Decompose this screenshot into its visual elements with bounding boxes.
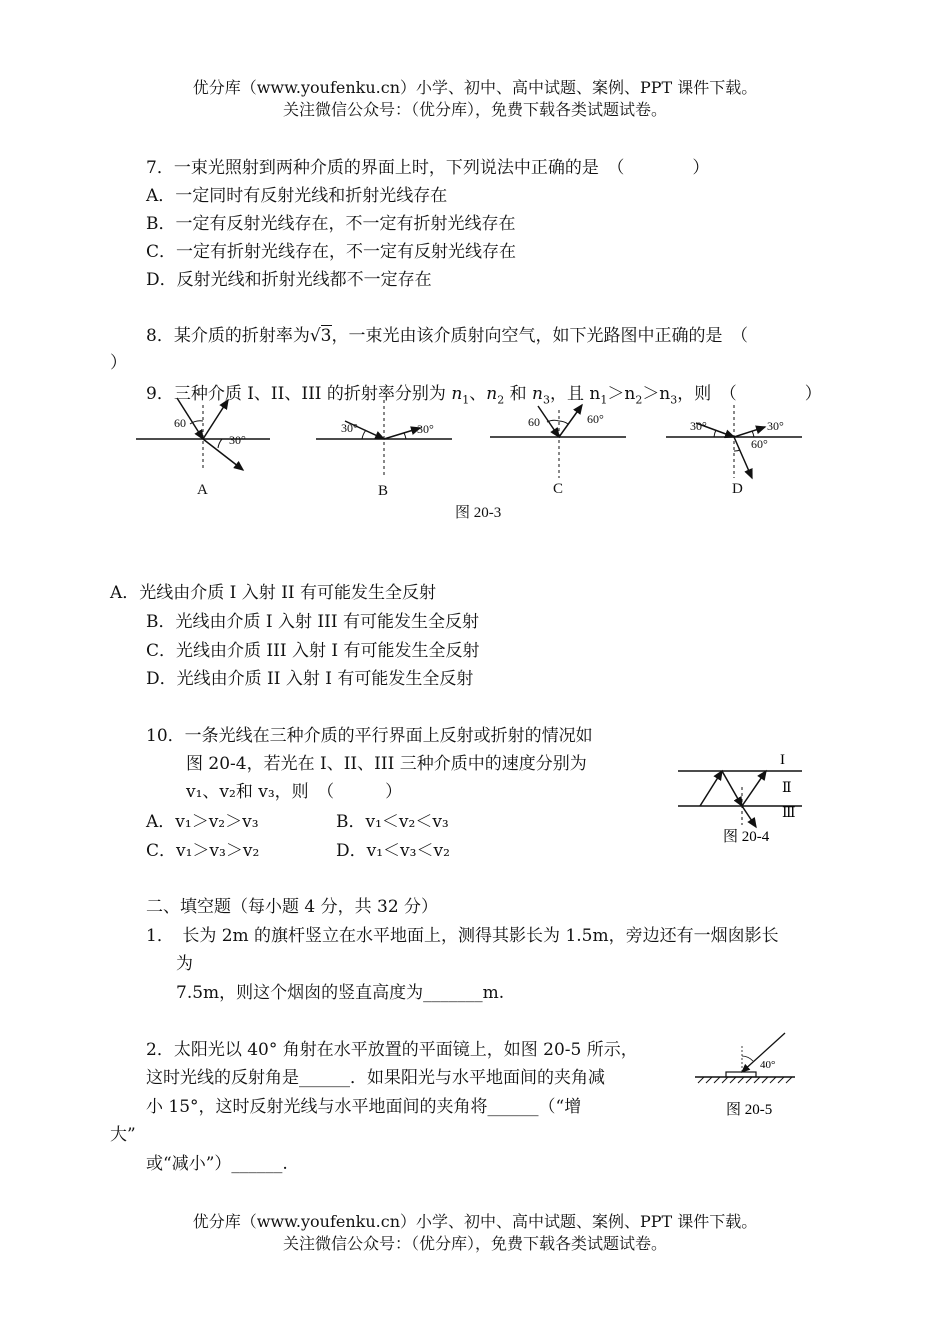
sqrt-sign: √ xyxy=(309,326,321,346)
c-label: C xyxy=(553,481,564,497)
f1-line-2: 为 xyxy=(176,954,193,974)
a-angle-1: 60 xyxy=(174,416,186,430)
n2: n xyxy=(486,384,498,404)
q8-stem-a: 8．某介质的折射率为 xyxy=(146,326,310,346)
q7-stem: 7．一束光照射到两种介质的界面上时，下列说法中正确的是 （ ） xyxy=(146,158,710,178)
f2-line-3: 小 15°，这时反射光线与水平地面间的夹角将______（“增 xyxy=(146,1097,582,1117)
figure-20-3-caption: 图 20-3 xyxy=(455,505,502,521)
q10-option-b: B．v₁＜v₂＜v₃ xyxy=(336,812,449,832)
q9-stem-a: 9．三种介质 I、II、III 的折射率分别为 xyxy=(146,384,452,404)
d-angle-2: 30° xyxy=(767,419,784,433)
q9-option-c: C．光线由介质 III 入射 I 有可能发生全反射 xyxy=(146,641,480,661)
d-label: D xyxy=(732,481,743,497)
f2-line-4: 大” xyxy=(110,1125,136,1145)
q9-option-d: D．光线由介质 II 入射 I 有可能发生全反射 xyxy=(146,669,474,689)
q10-stem-2: 图 20-4，若光在 I、II、III 三种介质中的速度分别为 xyxy=(186,754,587,774)
fig4-label-ii: Ⅱ xyxy=(782,781,792,796)
q10-option-a: A．v₁＞v₂＞v₃ xyxy=(146,812,259,832)
n3-sub: 3 xyxy=(543,393,550,407)
figure-20-4-caption: 图 20-4 xyxy=(723,829,770,845)
q9-option-b: B．光线由介质 I 入射 III 有可能发生全反射 xyxy=(146,612,479,632)
figure-20-4 xyxy=(670,745,820,850)
f2-line-1: 2．太阳光以 40° 角射在水平放置的平面镜上，如图 20-5 所示， xyxy=(146,1040,638,1060)
q8-stem-c: ） xyxy=(110,353,127,373)
q10-stem-1: 10．一条光线在三种介质的平行界面上反射或折射的情况如 xyxy=(146,726,593,746)
fig5-angle-label: 40° xyxy=(760,1059,776,1071)
diagram-a xyxy=(136,398,270,470)
q7-option-c: C．一定有折射光线存在，不一定有反射光线存在 xyxy=(146,242,517,262)
n2-sub: 2 xyxy=(497,393,505,407)
fig4-label-iii: Ⅲ xyxy=(782,806,796,821)
b-angle-1: 30° xyxy=(341,421,358,435)
header-line-2: 关注微信公众号：（优分库），免费下载各类试题试卷。 xyxy=(282,100,667,119)
a-label: A xyxy=(197,482,208,498)
q9-gt2: ＞n xyxy=(642,384,671,404)
b-label: B xyxy=(378,483,389,499)
c-angle-2: 60° xyxy=(587,412,604,426)
n1: n xyxy=(451,384,463,404)
q7-option-a: A．一定同时有反射光线和折射光线存在 xyxy=(146,186,448,206)
q10-option-c: C．v₁＞v₃＞v₂ xyxy=(146,841,260,861)
q10-stem-3: v₁、v₂和 v₃，则 （ ） xyxy=(186,782,403,802)
q9-sep1: 、 xyxy=(469,384,487,404)
q8-stem-b: ，一束光由该介质射向空气，如下光路图中正确的是 （ xyxy=(331,326,748,346)
section-2-title: 二、填空题（每小题 4 分，共 32 分） xyxy=(146,897,439,917)
f2-line-5: 或“减小”）______. xyxy=(146,1154,288,1174)
f1-line-1: 1． 长为 2m 的旗杆竖立在水平地面上，测得其影长为 1.5m，旁边还有一烟囱影长 xyxy=(146,926,779,946)
f2-line-2: 这时光线的反射角是______．如果阳光与水平地面间的夹角减 xyxy=(146,1068,605,1088)
figure-20-5 xyxy=(690,1030,800,1125)
a-angle-2: 30° xyxy=(229,433,246,447)
n3: n xyxy=(532,384,543,404)
sqrt-value: 3 xyxy=(320,326,332,346)
q10-option-d: D．v₁＜v₃＜v₂ xyxy=(336,841,450,861)
d-angle-1: 30° xyxy=(690,419,707,433)
q7-option-b: B．一定有反射光线存在，不一定有折射光线存在 xyxy=(146,214,516,234)
c-angle-1: 60 xyxy=(528,415,540,429)
q9-g3: 3 xyxy=(670,393,678,407)
diagram-d xyxy=(666,405,802,478)
n1-sub: 1 xyxy=(462,393,470,407)
d-angle-3: 60° xyxy=(751,437,768,451)
diagram-b xyxy=(316,400,452,478)
q9-gt1: ＞n xyxy=(607,384,636,404)
figure-20-3 xyxy=(0,0,950,540)
b-angle-2: 30° xyxy=(417,422,434,436)
q9-stem-b: ，且 n xyxy=(550,384,601,404)
q9-g2: 2 xyxy=(635,393,643,407)
figure-20-5-caption: 图 20-5 xyxy=(726,1102,773,1118)
fig4-label-i: I xyxy=(780,752,785,768)
f1-line-3: 7.5m，则这个烟囱的竖直高度为_______m. xyxy=(176,983,505,1003)
footer-line-1: 优分库（www.youfenku.cn）小学、初中、高中试题、案例、PPT 课件下载。 xyxy=(192,1212,758,1231)
q9-g1: 1 xyxy=(600,393,608,407)
q9-sep2: 和 xyxy=(504,384,533,404)
footer-line-2: 关注微信公众号：（优分库），免费下载各类试题试卷。 xyxy=(282,1234,667,1253)
header-line-1: 优分库（www.youfenku.cn）小学、初中、高中试题、案例、PPT 课件下载。 xyxy=(192,78,758,97)
q7-option-d: D．反射光线和折射光线都不一定存在 xyxy=(146,270,432,290)
diagram-c xyxy=(490,405,626,478)
q9-stem-c: ，则 （ ） xyxy=(677,384,822,404)
q9-option-a: A．光线由介质 I 入射 II 有可能发生全反射 xyxy=(110,583,437,603)
